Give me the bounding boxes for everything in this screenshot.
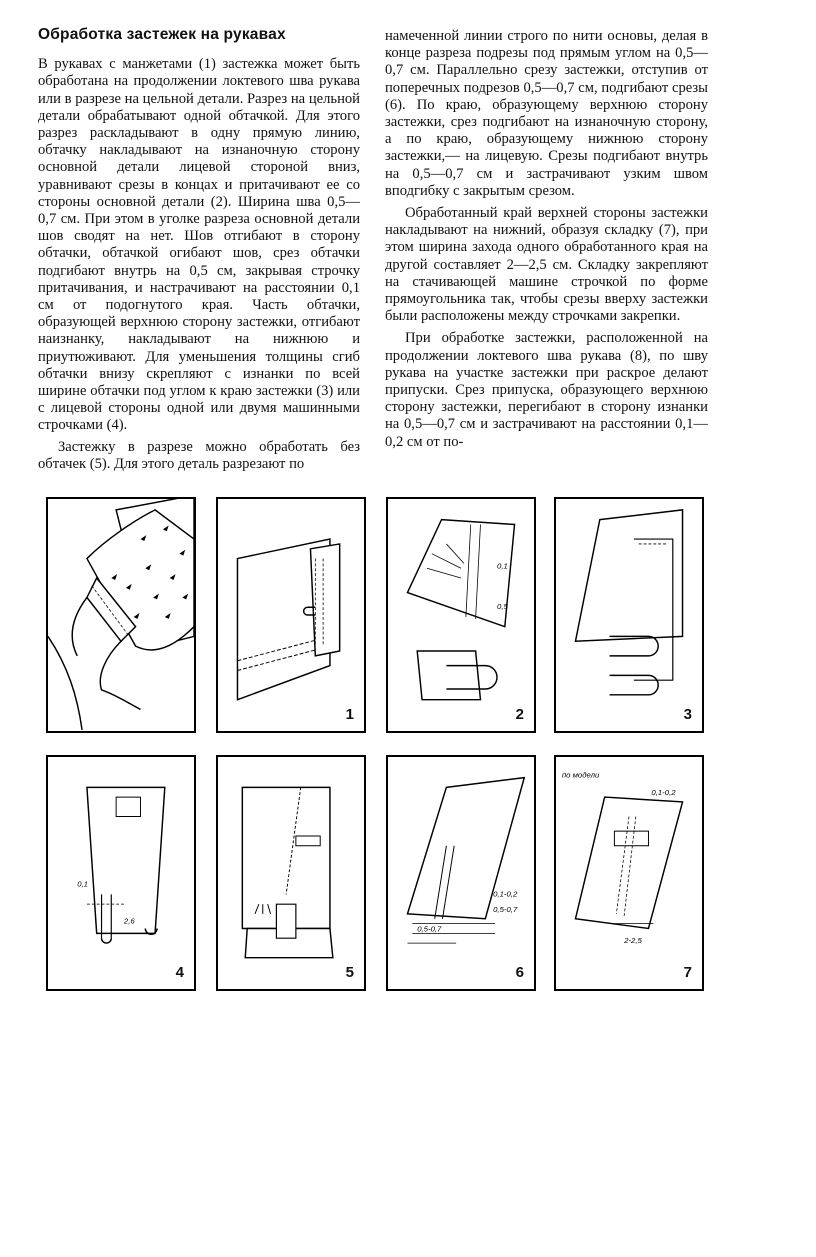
dimension-label: 0,5-0,7 <box>493 904 518 914</box>
figure-grid <box>46 497 714 1007</box>
figure-number: 5 <box>345 964 354 981</box>
dimension-label: 0,5 <box>497 602 508 612</box>
figure-number: 2 <box>515 706 524 723</box>
figure-5 <box>216 755 366 991</box>
left-text-column <box>38 22 360 477</box>
paragraph: При обработке застежки, расположенной на продолжении локтевого шва рукава (8), по шву рукава на участке застежки при раскрое делают припуски. Срез припуска, образующего верхнюю сторону застежки, перегибают в сторону изнанки на 0,5—0,7 см и застрачивают на расстоянии 0,1—0,2 см от по- <box>385 330 708 450</box>
figure-number: 4 <box>175 964 184 981</box>
sleeve-drawing <box>48 499 194 731</box>
paragraph: Застежку в разрезе можно обработать без обтачек (5). Для этого деталь разрезают по <box>38 438 360 472</box>
dimension-label: 0,1 <box>77 879 88 889</box>
dimension-label: 2-2,5 <box>624 936 642 946</box>
dimension-label: 0,1-0,2 <box>651 788 676 798</box>
paragraph: В рукавах с манжетами (1) застежка может быть обработана на продолжении локтевого шва рукава или в разрезе на цельной детали. Разрез на цельной детали обрабатывают одной обтачкой. Для этого разрез раскладывают в одну прямую линию, обтачку накладывают на изнаночную сторону основной детали лицевой стороной вниз, уравнивают срезы в концах и притачивают ее со стороны основной детали (2). Ширина шва 0,5—0,7 см. При этом в уголке разреза основной детали шов сводят на нет. Шов отгибают в сторону обтачки, обтачкой огибают шов, срез обтачки подгибают внутрь на 0,5 см, закрывая строчку притачивания, и настрачивают на расстоянии 0,1 см от подогнутого края. Часть обтачки, образующей верхнюю сторону застежки, отгибают наизнанку, накладывают на нижнюю и приутюживают. Для уменьшения толщины сгиб обтачки внизу скрепляют с изнанки по всей ширине обтачки под углом к краю застежки (3) или с лицевой стороны одной или двумя машинными строчками (4). <box>38 56 360 434</box>
dimension-label: 0,5-0,7 <box>417 924 442 934</box>
dimension-label: 2,6 <box>123 916 135 926</box>
dimension-label: по модели <box>561 770 600 780</box>
figure-4 <box>46 755 196 991</box>
figure-4-drawing <box>48 757 194 989</box>
figure-6 <box>386 755 536 991</box>
figure-3 <box>554 497 704 733</box>
paragraph: намеченной линии строго по нити основы, делая в конце разреза подрезы под прямым углом на 0,5—0,7 см. Параллельно срезу застежки, отступив от поперечных подрезов 0,5—0,7 см, подгибают срезы (6). По краю, образующему верхнюю сторону застежки, срез подгибают на изнаночную сторону, а по краю, образующему нижнюю сторону застежки,— на лицевую. Срезы подгибают внутрь на 0,5—0,7 см и застрачивают узким швом вподгибку с закрытым срезом. <box>385 28 708 199</box>
figure-7 <box>554 755 704 991</box>
paragraph: Обработанный край верхней стороны застежки накладывают на нижний, образуя складку (7), при этом ширина захода одного обработанного края на другой составляет 2—2,5 см. Складку закрепляют на стачивающей машине строчкой по форме прямоугольника так, чтобы срезы вверху застежки были расположены между строчками закрепки. <box>385 205 708 325</box>
figure-number: 3 <box>683 706 692 723</box>
figure-number: 1 <box>345 706 354 723</box>
right-text-column <box>385 28 708 456</box>
figure-1 <box>216 497 366 733</box>
figure-2 <box>386 497 536 733</box>
figure-7-drawing <box>556 757 702 989</box>
figure-6-drawing <box>388 757 534 989</box>
article-title: Обработка застежек на рукавах <box>38 26 286 43</box>
figure-5-drawing <box>218 757 364 989</box>
figure-sleeve-illustration <box>46 497 196 733</box>
dimension-label: 0,1 <box>497 561 508 571</box>
figure-number: 7 <box>683 964 692 981</box>
figure-1-drawing <box>218 499 364 731</box>
figure-2-drawing <box>388 499 534 731</box>
figure-number: 6 <box>515 964 524 981</box>
dimension-label: 0,1-0,2 <box>493 889 518 899</box>
figure-3-drawing <box>556 499 702 731</box>
